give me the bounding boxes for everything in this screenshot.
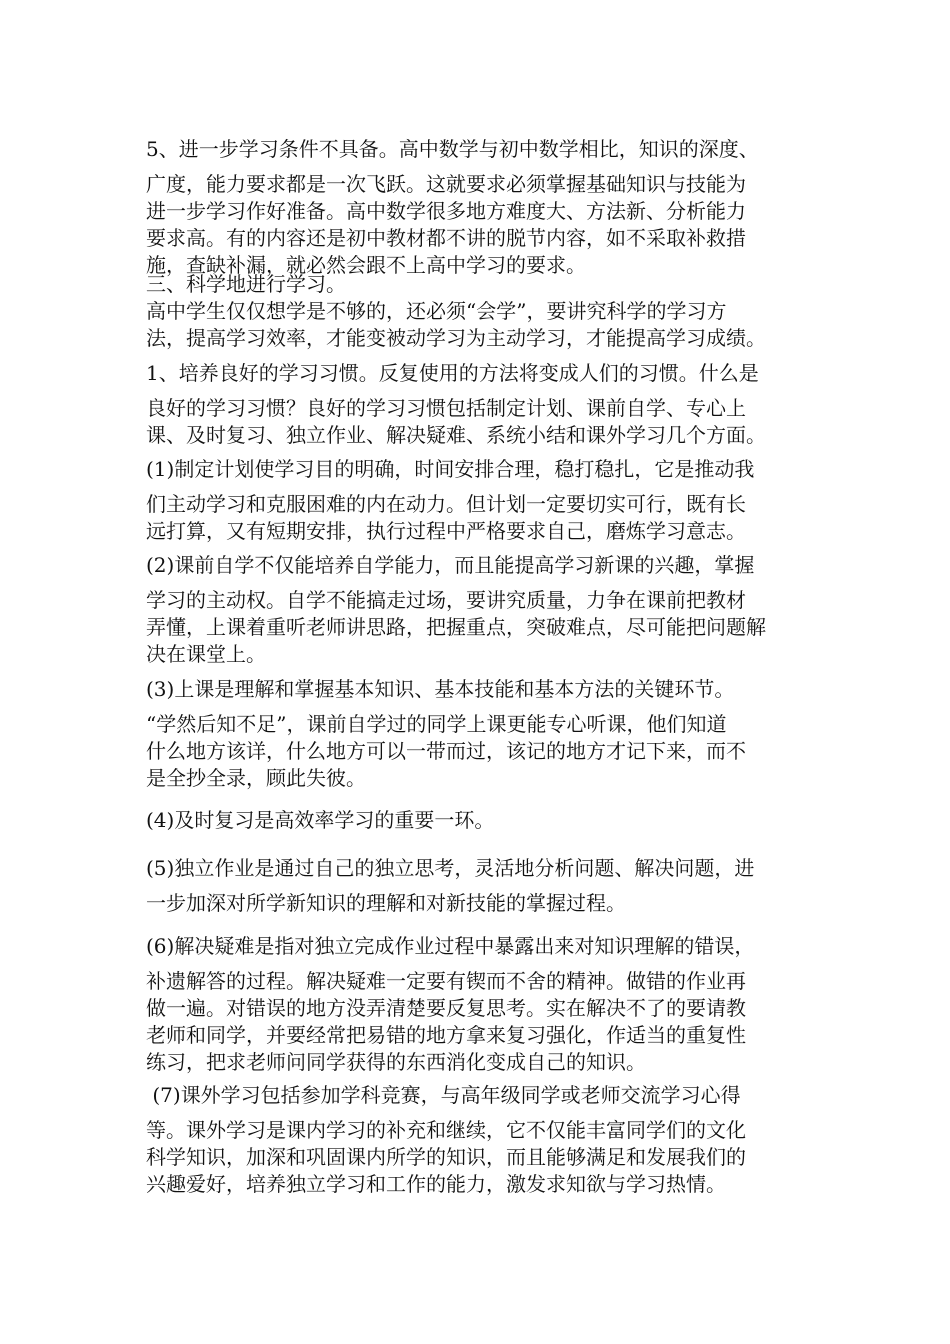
text-line: 是全抄全录，顾此失彼。 [146,766,366,790]
text-line: 兴趣爱好，培养独立学习和工作的能力，激发求知欲与学习热情。 [146,1172,726,1196]
paragraph-item-3 [146,676,810,792]
paragraph-learn-scientifically [146,298,810,352]
text-line: 法，提高学习效率，才能变被动学习为主动学习，才能提高学习成绩。 [146,326,766,350]
text-line: 等。课外学习是课内学习的补充和继续，它不仅能丰富同学们的文化 [146,1118,746,1142]
text-line: 一步加深对所学新知识的理解和对新技能的掌握过程。 [146,891,626,915]
section-heading-3 [146,271,810,298]
text-line: 练习，把求老师问同学获得的东西消化变成自己的知识。 [146,1050,646,1074]
text-line: 1、培养良好的学习习惯。反复使用的方法将变成人们的习惯。什么是 [146,361,759,385]
text-line: “学然后知不足”，课前自学过的同学上课更能专心听课，他们知道 [146,712,727,736]
text-line: 良好的学习习惯？良好的学习习惯包括制定计划、课前自学、专心上 [146,396,746,420]
text-line: 决在课堂上。 [146,642,266,666]
paragraph-5-conditions [146,136,810,279]
text-line: 广度，能力要求都是一次飞跃。这就要求必须掌握基础知识与技能为 [146,172,746,196]
text-line: 施，查缺补漏，就必然会跟不上高中学习的要求。 [146,253,586,277]
text-line: 学习的主动权。自学不能搞走过场，要讲究质量，力争在课前把教材 [146,588,746,612]
text-line: 科学知识，加深和巩固课内所学的知识，而且能够满足和发展我们的 [146,1145,746,1169]
section-heading: 三、科学地进行学习。 [146,272,346,296]
paragraph-1-habits [146,360,810,449]
text-line: 远打算，又有短期安排，执行过程中严格要求自己，磨炼学习意志。 [146,519,746,543]
paragraph-item-1 [146,456,810,545]
text-line: 老师和同学，并要经常把易错的地方拿来复习强化，作适当的重复性 [146,1023,746,1047]
text-line: 课、及时复习、独立作业、解决疑难、系统小结和课外学习几个方面。 [146,423,766,447]
text-line: 补遗解答的过程。解决疑难一定要有锲而不舍的精神。做错的作业再 [146,969,746,993]
text-line: (1)制定计划使学习目的明确，时间安排合理，稳打稳扎，它是推动我 [146,457,755,481]
text-line: 进一步学习作好准备。高中数学很多地方难度大、方法新、分析能力 [146,199,746,223]
paragraph-item-4 [146,807,810,834]
text-line: 们主动学习和克服困难的内在动力。但计划一定要切实可行，既有长 [146,492,746,516]
text-line: (5)独立作业是通过自己的独立思考，灵活地分析问题、解决问题，进 [146,856,755,880]
paragraph-item-6 [146,933,810,1076]
paragraph-item-5 [146,855,810,917]
text-line: 做一遍。对错误的地方没弄清楚要反复思考。实在解决不了的要请教 [146,996,746,1020]
text-line: 要求高。有的内容还是初中教材都不讲的脱节内容，如不采取补救措 [146,226,746,250]
paragraph-item-2 [146,552,810,668]
text-line: 弄懂，上课着重听老师讲思路，把握重点，突破难点，尽可能把问题解 [146,615,766,639]
text-line: (4)及时复习是高效率学习的重要一环。 [146,808,495,832]
text-line: 5、进一步学习条件不具备。高中数学与初中数学相比，知识的深度、 [146,137,759,161]
text-line: (2)课前自学不仅能培养自学能力，而且能提高学习新课的兴趣，掌握 [146,553,755,577]
paragraph-item-7 [146,1082,810,1198]
text-line: 什么地方该详，什么地方可以一带而过，该记的地方才记下来，而不 [146,739,746,763]
text-line: (3)上课是理解和掌握基本知识、基本技能和基本方法的关键环节。 [146,677,735,701]
text-line: 高中学生仅仅想学是不够的，还必须“会学”，要讲究科学的学习方 [146,299,727,323]
text-line: (6)解决疑难是指对独立完成作业过程中暴露出来对知识理解的错误， [146,934,755,958]
text-line: (7)课外学习包括参加学科竞赛，与高年级同学或老师交流学习心得 [146,1083,741,1107]
